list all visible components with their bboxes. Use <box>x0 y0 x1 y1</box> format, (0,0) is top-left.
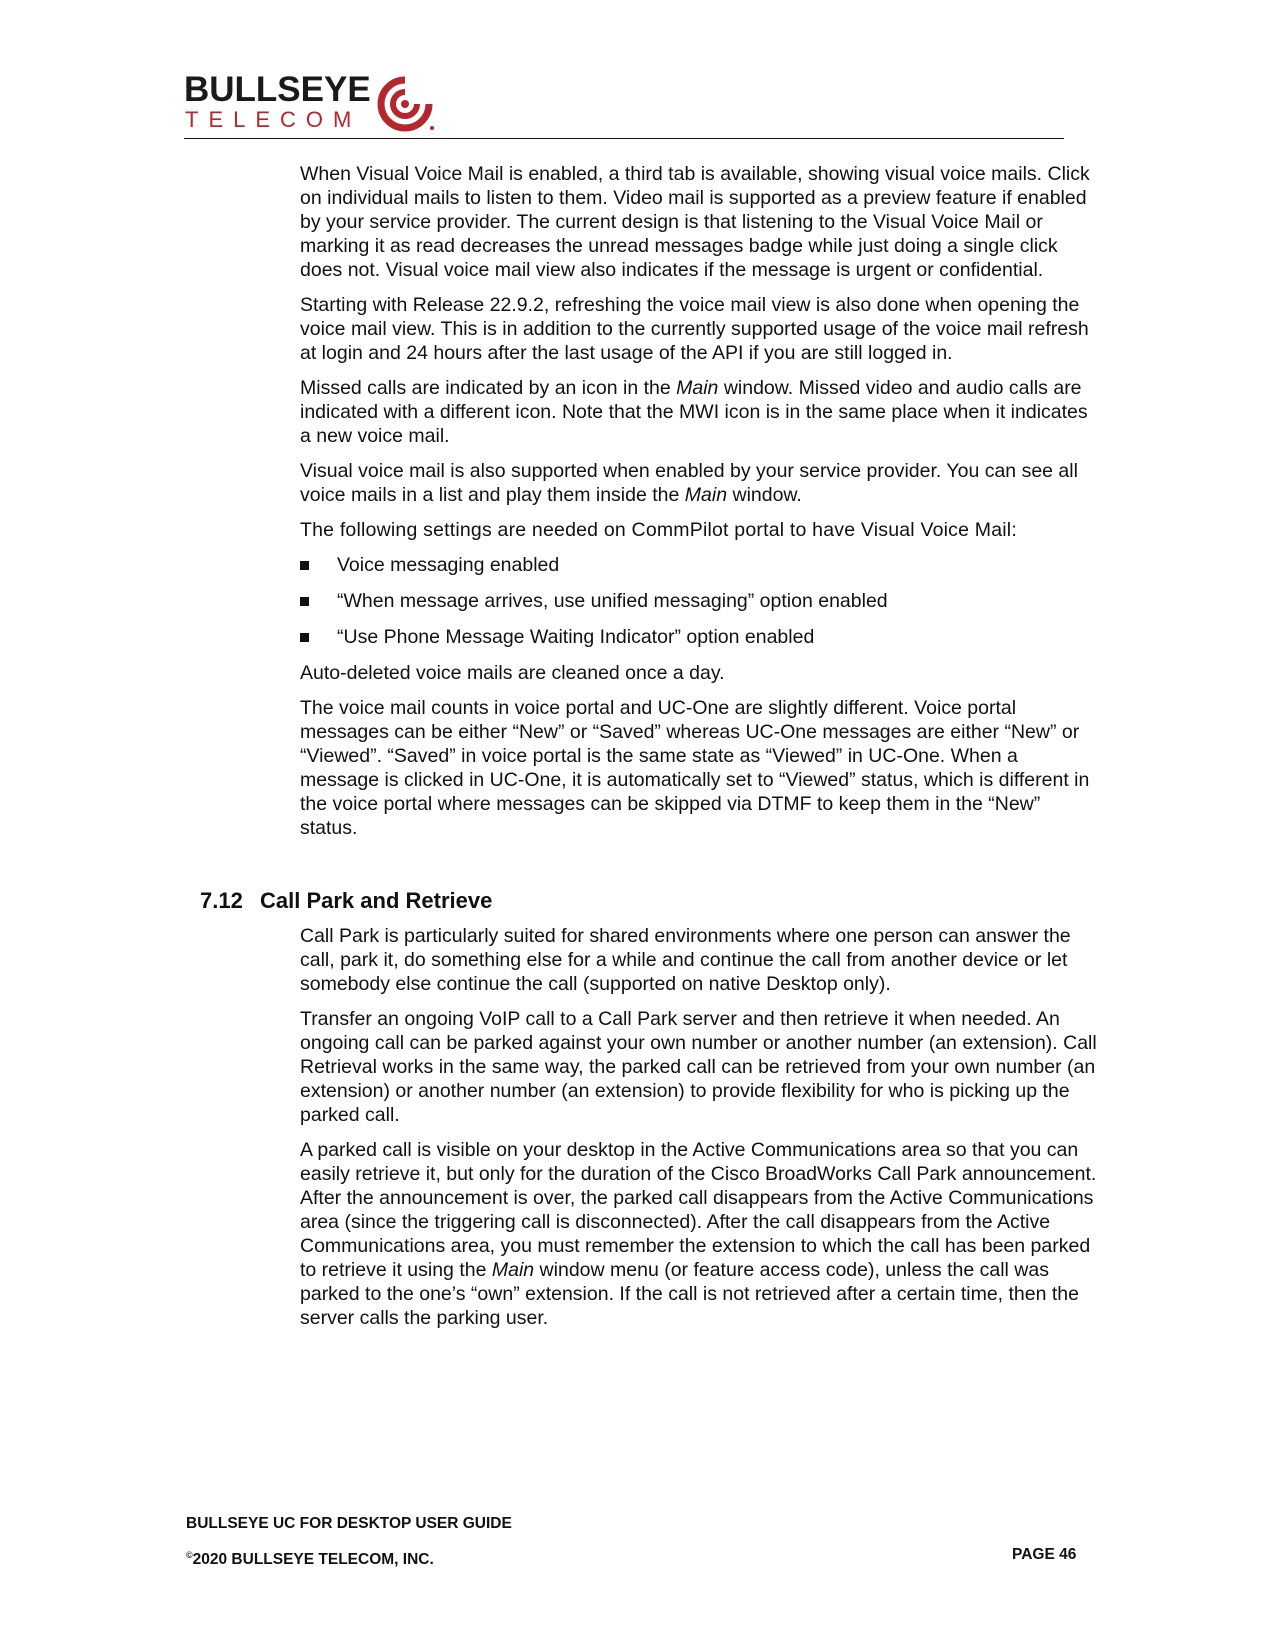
emphasis-main: Main <box>684 484 728 506</box>
paragraph: Transfer an ongoing VoIP call to a Call Park server and then retrieve it when needed. An ongoing call can be parked against your own number or another number (an extension). Call Retrieval works in the same way, the parked call can be retrieved from your own number (an extension) or another number (an extension) to provide flexibility for who is picking up the parked call. <box>300 1008 1097 1126</box>
parked-call-paragraph <box>300 1138 1100 1330</box>
square-bullet-icon <box>300 561 309 570</box>
list-item-text: “When message arrives, use unified messaging” option enabled <box>337 590 888 612</box>
text-run: A parked call is visible on your desktop in the Active Communications area so that you can easily retrieve it, but only for the duration of the Cisco BroadWorks Call Park announcement. After the announcement is over, the parked call disappears from the Active Communications area (since the triggering call is disconnected). After the call disappears from the Active Communications area, you must remember the extension to which the call has been parked to retrieve it using the <box>300 1139 1097 1281</box>
square-bullet-icon <box>300 597 309 606</box>
emphasis-main: Main <box>676 377 719 399</box>
page-header <box>184 72 1064 142</box>
page-number: PAGE 46 <box>1012 1546 1077 1563</box>
section-number: 7.12 <box>200 888 243 913</box>
square-bullet-icon <box>300 633 309 642</box>
list-item <box>300 589 1100 613</box>
visual-voicemail-paragraph <box>300 459 1100 507</box>
missed-calls-paragraph <box>300 376 1100 448</box>
copyright-text: 2020 BULLSEYE TELECOM, INC. <box>192 1551 434 1568</box>
list-item <box>300 625 1100 649</box>
settings-lead: The following settings are needed on CommPilot portal to have Visual Voice Mail: <box>300 519 1017 541</box>
list-item-text: Voice messaging enabled <box>337 554 560 576</box>
text-run: window. Missed video and audio calls are indicated with a different icon. Note that the MWI icon is in the same place when it indicates a new voice mail. <box>300 377 1088 447</box>
text-run: window. <box>727 484 802 506</box>
emphasis-main: Main <box>491 1259 535 1281</box>
section-heading <box>200 888 900 914</box>
logo-wordmark-bottom: TELECOM <box>185 107 362 132</box>
text-run: Visual voice mail is also supported when enabled by your service provider. You can see all voice mails in a list and play them inside the <box>300 460 1078 506</box>
paragraph: Starting with Release 22.9.2, refreshing the voice mail view is also done when opening the voice mail view. This is in addition to the currently supported usage of the voice mail refresh at login and 24 hours after the last usage of the API if you are still logged in. <box>300 294 1089 364</box>
copyright-symbol: © <box>186 1550 193 1560</box>
bullseye-logo <box>184 72 444 134</box>
settings-list <box>300 553 1100 649</box>
paragraph: Auto-deleted voice mails are cleaned once a day. <box>300 662 725 684</box>
text-run: window menu (or feature access code), unless the call was parked to the one’s “own” extension. If the call is not retrieved after a certain time, then the server calls the parking user. <box>300 1259 1079 1329</box>
footer-guide-title: BULLSEYE UC FOR DESKTOP USER GUIDE <box>186 1515 512 1532</box>
list-item-text: “Use Phone Message Waiting Indicator” option enabled <box>337 626 815 648</box>
footer-copyright <box>186 1546 434 1569</box>
intro-content <box>300 162 1100 851</box>
list-item <box>300 553 1100 577</box>
bullseye-target-icon <box>374 74 436 132</box>
paragraph: When Visual Voice Mail is enabled, a third tab is available, showing visual voice mails. Click on individual mails to listen to them. Video mail is supported as a preview feature if enabled by your service provider. The current design is that listening to the Visual Voice Mail or marking it as read decreases the unread messages badge while just doing a single click does not. Visual voice mail view also indicates if the message is urgent or confidential. <box>300 163 1090 281</box>
section-title: Call Park and Retrieve <box>260 888 493 913</box>
paragraph: The voice mail counts in voice portal and UC-One are slightly different. Voice portal messages can be either “New” or “Saved” whereas UC-One messages are either “New” or “Viewed”. “Saved” in voice portal is the same state as “Viewed” in UC-One. When a message is clicked in UC-One, it is automatically set to “Viewed” status, which is different in the voice portal where messages can be skipped via DTMF to keep them in the “New” status. <box>300 697 1090 839</box>
section-content <box>300 924 1100 1341</box>
text-run: Missed calls are indicated by an icon in the <box>300 377 677 399</box>
paragraph: Call Park is particularly suited for shared environments where one person can answer the call, park it, do something else for a while and continue the call from another device or let somebody else continue the call (supported on native Desktop only). <box>300 925 1071 995</box>
logo-wordmark-top: BULLSEYE <box>184 70 371 109</box>
header-divider <box>184 138 1064 139</box>
